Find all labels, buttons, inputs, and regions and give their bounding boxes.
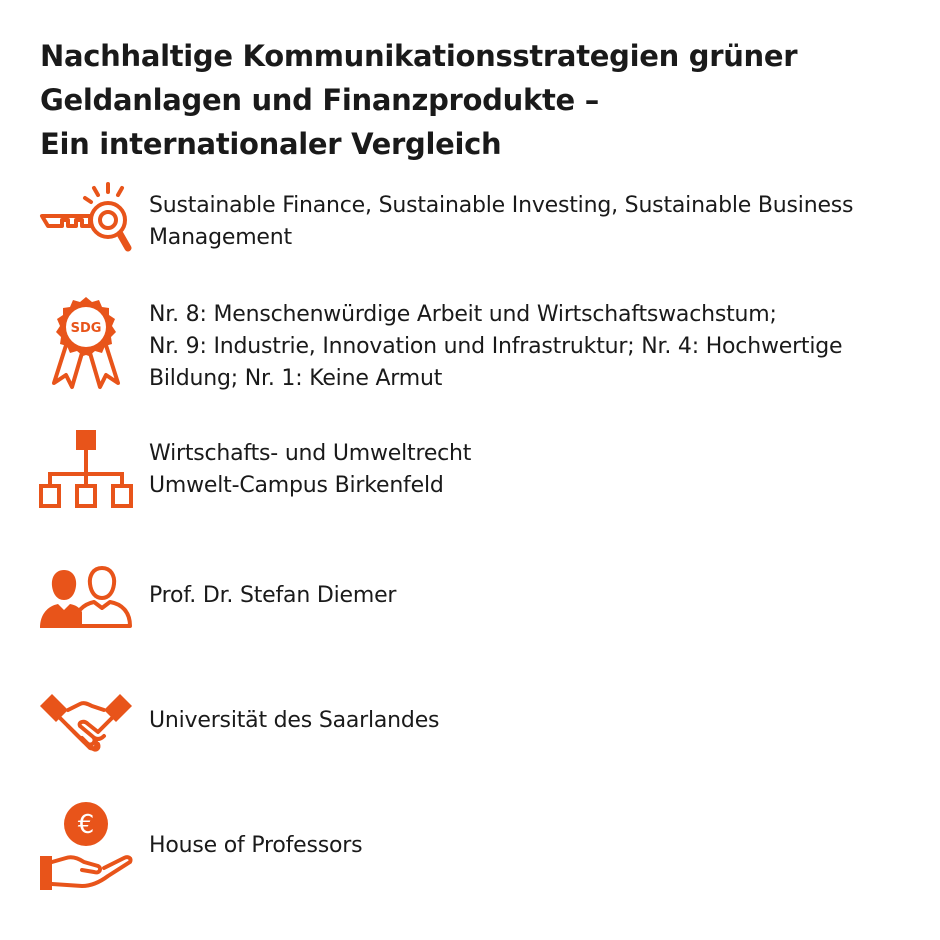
title-line-3: Ein internationaler Vergleich (40, 127, 502, 161)
department-line-2: Umwelt-Campus Birkenfeld (149, 473, 444, 498)
handshake-icon (38, 684, 134, 780)
sdg-line-3: Bildung; Nr. 1: Keine Armut (149, 366, 443, 391)
euro-hand-icon (38, 800, 134, 896)
sdg-line-1: Nr. 8: Menschenwürdige Arbeit und Wirtschaftswachstum; (149, 302, 777, 327)
sdg-line-2: Nr. 9: Industrie, Innovation und Infrastruktur; Nr. 4: Hochwertige (149, 334, 843, 359)
partner-name: Universität des Saarlandes (149, 708, 440, 733)
keywords-text (149, 190, 909, 254)
page-title (40, 34, 900, 166)
funding-text (149, 830, 909, 862)
person-name: Prof. Dr. Stefan Diemer (149, 583, 397, 608)
funding-name: House of Professors (149, 833, 363, 858)
title-line-2: Geldanlagen und Finanzprodukte – (40, 83, 599, 117)
sdg-badge-label: SDG (70, 321, 102, 336)
person-text (149, 580, 909, 612)
keywords-line-1: Sustainable Finance, Sustainable Investing, Sustainable Business (149, 193, 854, 218)
partner-text (149, 705, 909, 737)
department-line-1: Wirtschafts- und Umweltrecht (149, 441, 472, 466)
people-icon (38, 560, 134, 656)
org-chart-icon (38, 422, 134, 518)
sdg-badge-icon (38, 295, 134, 391)
keywords-line-2: Management (149, 225, 292, 250)
department-text (149, 438, 909, 502)
title-line-1: Nachhaltige Kommunikationsstrategien grüner (40, 39, 798, 73)
euro-symbol: € (77, 810, 95, 840)
sdg-text (149, 299, 909, 395)
key-magnifier-icon (38, 178, 134, 274)
